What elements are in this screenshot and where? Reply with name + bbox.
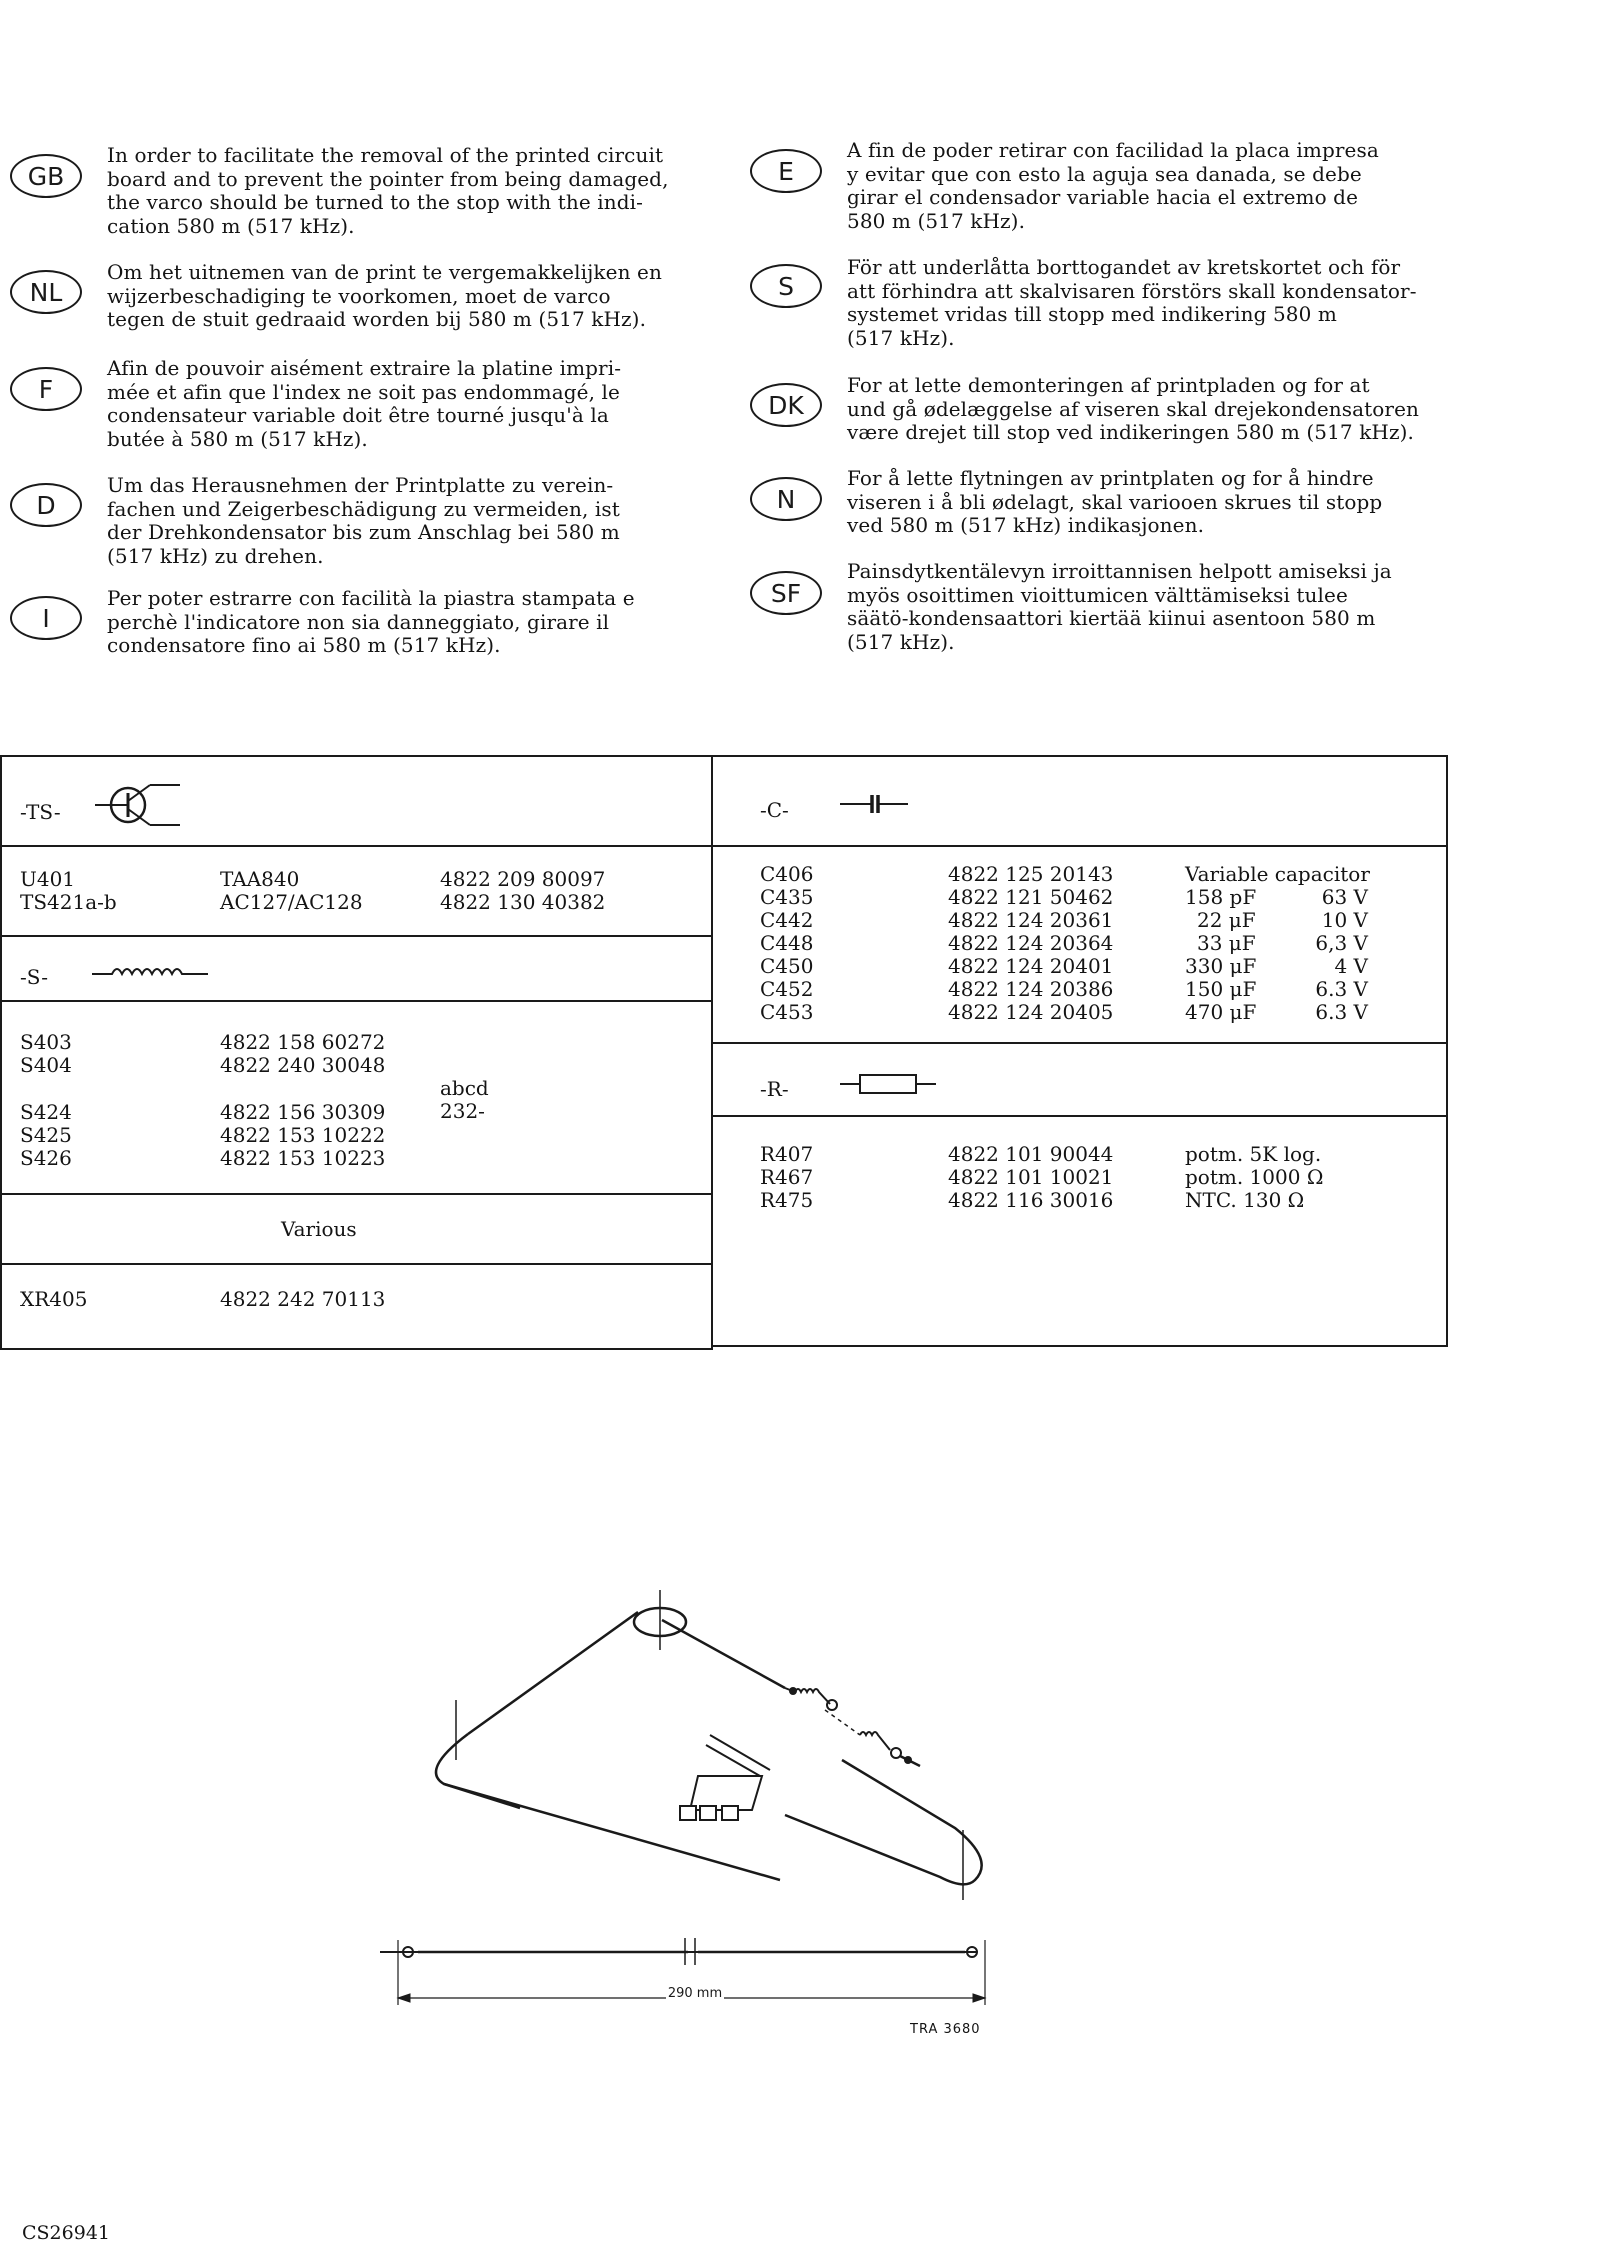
s-code: 4822 153 10222 xyxy=(220,1123,386,1147)
language-badge-s: S xyxy=(750,264,822,308)
c-section-label: -C- xyxy=(760,798,789,822)
r-desc: potm. 1000 Ω xyxy=(1185,1165,1324,1189)
r-ref: R475 xyxy=(760,1188,814,1212)
s-code: 4822 153 10223 xyxy=(220,1146,386,1170)
s-ref: S403 xyxy=(20,1030,72,1054)
cord-loop xyxy=(436,1612,982,1884)
table-border-bottom-right xyxy=(712,1345,1448,1347)
resistor-symbol-icon xyxy=(838,1071,938,1097)
instruction-text-gb: In order to facilitate the removal of the printed circuit board and to prevent the pointer from being damaged, the varco should be turned to the stop with the indi- cation 580 m (517 kHz). xyxy=(107,143,669,238)
c-voltage: 6.3 V xyxy=(1315,1000,1368,1024)
ts-section-label: -TS- xyxy=(20,800,61,824)
c-value: 470 μF xyxy=(1185,1000,1257,1024)
transistor-symbol-icon xyxy=(90,777,185,832)
language-badge-sf: SF xyxy=(750,571,822,615)
language-badge-n: N xyxy=(750,477,822,521)
instruction-text-dk: For at lette demonteringen af printpladen og for at und gå ødelæggelse af viseren skal drejekondensatoren være drejet till stop ved indikeringen 580 m (517 kHz). xyxy=(847,373,1419,444)
c-value: 22 μF xyxy=(1197,908,1256,932)
table-border-top xyxy=(0,755,1448,757)
c-value: 158 pF xyxy=(1185,885,1257,909)
various-section-label: Various xyxy=(281,1217,357,1241)
ts-row xyxy=(20,891,117,915)
language-badge-f: F xyxy=(10,367,82,411)
various-header-bottom xyxy=(0,1263,712,1265)
c-voltage: 4 V xyxy=(1334,954,1368,978)
various-header-top xyxy=(0,1193,712,1195)
r-ref: R407 xyxy=(760,1142,814,1166)
c-ref: C435 xyxy=(760,885,814,909)
document-code: CS26941 xyxy=(22,2222,110,2244)
c-code: 4822 124 20386 xyxy=(948,977,1114,1001)
c-voltage: 10 V xyxy=(1321,908,1368,932)
r-code: 4822 101 90044 xyxy=(948,1142,1114,1166)
c-value: Variable capacitor xyxy=(1185,862,1370,886)
c-code: 4822 121 50462 xyxy=(948,885,1114,909)
ts-type: TAA840 xyxy=(220,867,300,891)
table-border-right xyxy=(1446,755,1448,1347)
instruction-text-s: För att underlåtta borttogandet av kretskortet och för att förhindra att skalvisaren förstörs skall kondensator- systemet vridas till stopp med indikering 580 m (517 kHz). xyxy=(847,255,1417,350)
r-section-label: -R- xyxy=(760,1077,789,1101)
language-badge-gb: GB xyxy=(10,154,82,198)
s-note-line1: abcd xyxy=(440,1076,489,1100)
c-value: 33 μF xyxy=(1197,931,1256,955)
language-badge-dk: DK xyxy=(750,383,822,427)
c-ref: C406 xyxy=(760,862,814,886)
language-badge-i: I xyxy=(10,596,82,640)
s-code: 4822 156 30309 xyxy=(220,1100,386,1124)
s-ref: S404 xyxy=(20,1053,72,1077)
c-ref: C448 xyxy=(760,931,814,955)
s-header-bottom xyxy=(0,1000,712,1002)
s-code: 4822 158 60272 xyxy=(220,1030,386,1054)
c-code: 4822 124 20364 xyxy=(948,931,1114,955)
r-header-top xyxy=(712,1042,1448,1044)
figure-reference: TRA 3680 xyxy=(910,2022,981,2037)
r-code: 4822 116 30016 xyxy=(948,1188,1114,1212)
c-voltage: 63 V xyxy=(1321,885,1368,909)
c-ref: C452 xyxy=(760,977,814,1001)
c-code: 4822 124 20401 xyxy=(948,954,1114,978)
s-ref: S424 xyxy=(20,1100,72,1124)
ts-code: 4822 130 40382 xyxy=(440,890,606,914)
s-note-line2: 232- xyxy=(440,1099,485,1123)
r-code: 4822 101 10021 xyxy=(948,1165,1114,1189)
c-header-divider xyxy=(712,845,1448,847)
ts-header-divider xyxy=(0,845,712,847)
table-border-bottom-left xyxy=(0,1348,712,1350)
r-desc: NTC. 130 Ω xyxy=(1185,1188,1305,1212)
r-desc: potm. 5K log. xyxy=(1185,1142,1322,1166)
pointer-clip xyxy=(680,1735,770,1820)
instruction-text-sf: Painsdytkentälevyn irroittannisen helpott amiseksi ja myös osoittimen vioittumicen välttämiseksi tulee säätö-kondensaattori kiertää kiinui asentoon 580 m (517 kHz). xyxy=(847,559,1392,654)
s-code: 4822 240 30048 xyxy=(220,1053,386,1077)
various-ref: XR405 xyxy=(20,1287,88,1311)
r-ref: R467 xyxy=(760,1165,814,1189)
c-voltage: 6.3 V xyxy=(1315,977,1368,1001)
s-section-label: -S- xyxy=(20,965,48,989)
ts-row xyxy=(20,868,75,892)
s-header-top xyxy=(0,935,712,937)
instruction-text-nl: Om het uitnemen van de print te vergemakkelijken en wijzerbeschadiging te voorkomen, moet de varco tegen de stuit gedraaid worden bij 580 m (517 kHz). xyxy=(107,260,662,331)
dial-cord-figure xyxy=(380,1580,1020,2064)
instruction-text-f: Afin de pouvoir aisément extraire la platine impri- mée et afin que l'index ne soit pas endommagé, le condensateur variable doit être tourné jusqu'à la butée à 580 m (517 kHz). xyxy=(107,356,622,451)
instruction-text-e: A fin de poder retirar con facilidad la placa impresa y evitar que con esto la aguja sea danada, se debe girar el condensador variable hacia el extremo de 580 m (517 kHz). xyxy=(847,138,1379,233)
ts-type: AC127/AC128 xyxy=(220,890,363,914)
c-code: 4822 124 20361 xyxy=(948,908,1114,932)
instruction-text-n: For å lette flytningen av printplaten og for å hindre viseren i å bli ødelagt, skal variooen skrues til stopp ved 580 m (517 kHz) indikasjonen. xyxy=(847,466,1383,537)
language-badge-d: D xyxy=(10,483,82,527)
language-badge-nl: NL xyxy=(10,270,82,314)
instruction-text-d: Um das Herausnehmen der Printplatte zu verein- fachen und Zeigerbeschädigung zu vermeiden, ist der Drehkondensator bis zum Anschlag bei 580 m (517 kHz) zu drehen. xyxy=(107,473,620,568)
parts-table xyxy=(0,755,1448,1350)
c-value: 330 μF xyxy=(1185,954,1257,978)
ts-ref: U401 xyxy=(20,867,76,891)
s-ref: S426 xyxy=(20,1146,72,1170)
ts-ref: TS421a-b xyxy=(20,890,117,914)
s-ref: S425 xyxy=(20,1123,72,1147)
language-badge-e: E xyxy=(750,149,822,193)
dimension-label: 290 mm xyxy=(667,1986,723,2001)
various-code: 4822 242 70113 xyxy=(220,1287,386,1311)
c-value: 150 μF xyxy=(1185,977,1257,1001)
c-voltage: 6,3 V xyxy=(1315,931,1368,955)
c-code: 4822 125 20143 xyxy=(948,862,1114,886)
instruction-text-i: Per poter estrarre con facilità la piastra stampata e perchè l'indicatore non sia danneggiato, girare il condensatore fino ai 580 m (517 kHz). xyxy=(107,586,635,657)
c-ref: C453 xyxy=(760,1000,814,1024)
ts-code: 4822 209 80097 xyxy=(440,867,606,891)
capacitor-symbol-icon xyxy=(838,793,910,815)
dial-cord-diagram xyxy=(380,1580,1020,2060)
r-header-bottom xyxy=(712,1115,1448,1117)
c-ref: C450 xyxy=(760,954,814,978)
c-code: 4822 124 20405 xyxy=(948,1000,1114,1024)
coil-symbol-icon xyxy=(90,960,210,982)
c-ref: C442 xyxy=(760,908,814,932)
